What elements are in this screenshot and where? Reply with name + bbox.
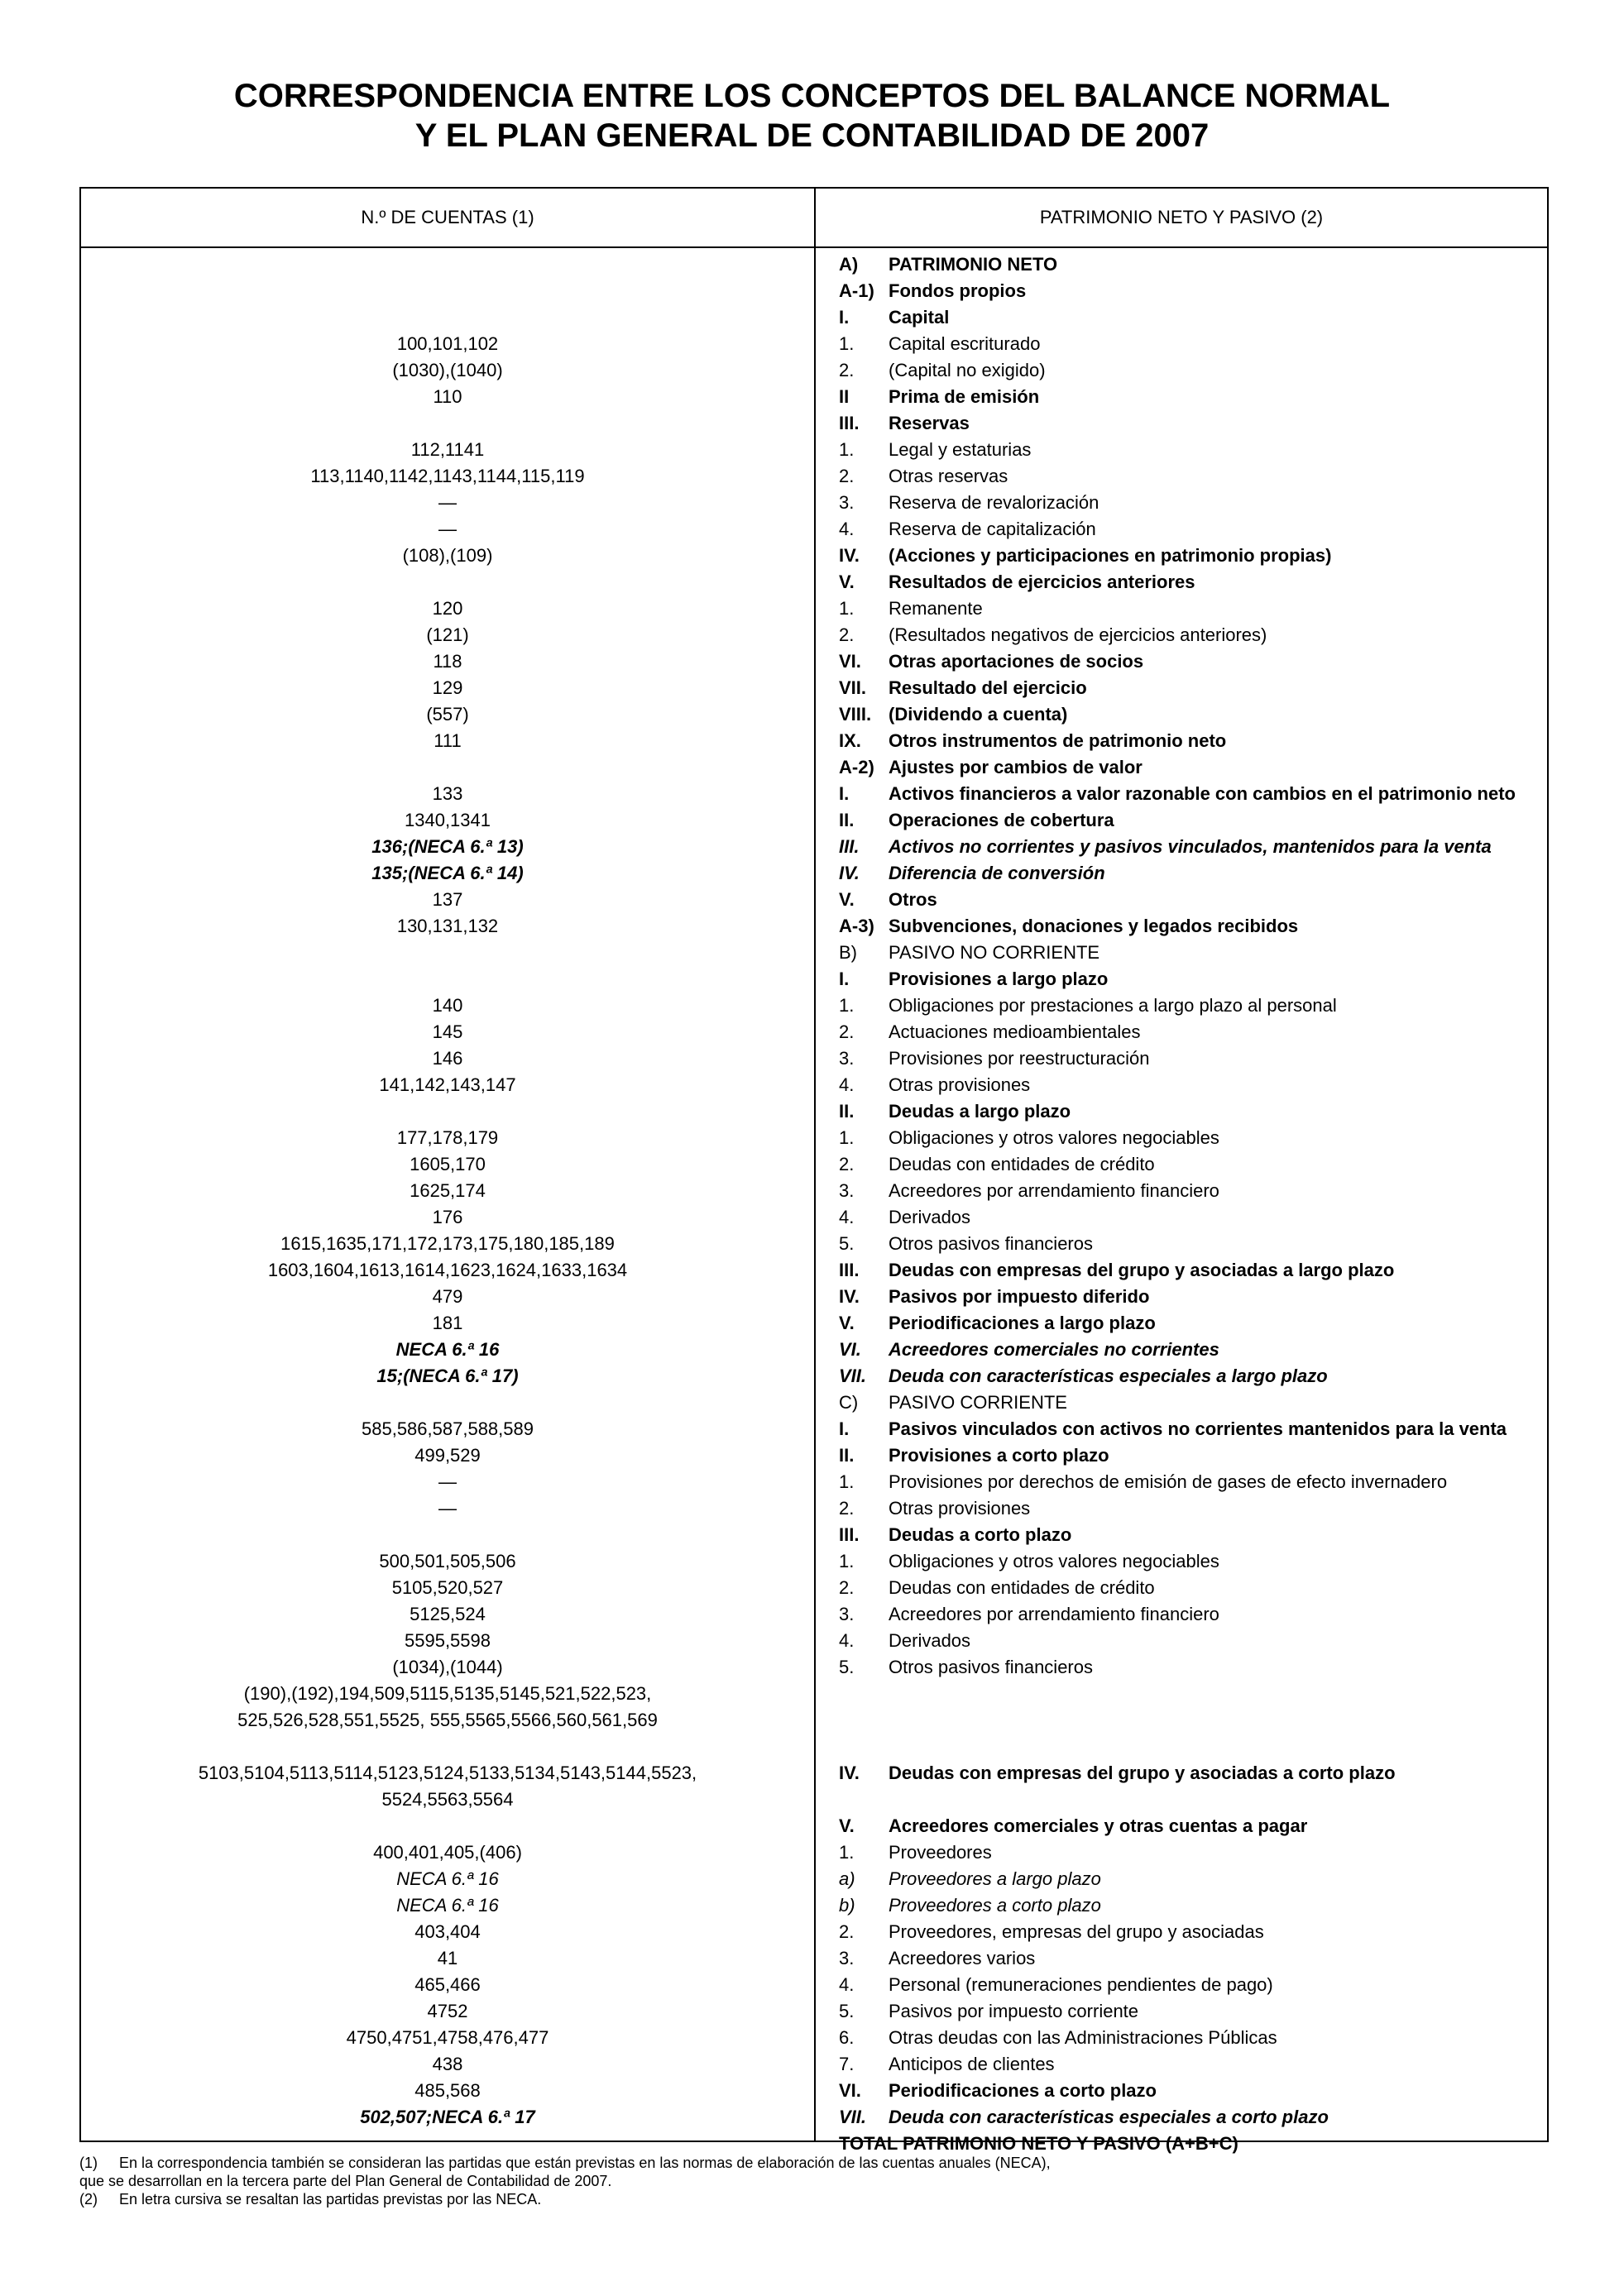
table-row — [81, 1125, 1547, 1151]
table-row — [81, 1151, 1547, 1178]
table-row — [81, 940, 1547, 966]
item-label: Reserva de revalorización — [889, 492, 1099, 513]
account-numbers: 500,501,505,506 — [379, 1551, 516, 1571]
item-label: Deudas con entidades de crédito — [889, 1577, 1155, 1598]
table-row — [81, 278, 1547, 304]
table-row — [81, 1416, 1547, 1442]
table-row — [81, 1363, 1547, 1390]
table-row — [81, 1998, 1547, 2025]
item-code: 4. — [839, 1074, 855, 1095]
table-row — [81, 1072, 1547, 1098]
account-numbers: — — [438, 492, 457, 513]
account-numbers: 120 — [432, 598, 463, 619]
account-numbers: — — [438, 1471, 457, 1492]
item-code: III. — [839, 1260, 860, 1280]
account-numbers: 145 — [432, 1021, 463, 1042]
table-row — [81, 1945, 1547, 1972]
account-numbers: 181 — [432, 1313, 463, 1333]
account-numbers: — — [438, 1498, 457, 1519]
item-code: I. — [839, 1418, 850, 1439]
account-numbers: (1030),(1040) — [392, 360, 503, 380]
item-code: VI. — [839, 651, 861, 672]
item-label: Capital escriturado — [889, 333, 1041, 354]
item-label: Prima de emisión — [889, 386, 1040, 407]
table-row — [81, 1204, 1547, 1231]
item-code: I. — [839, 969, 850, 989]
account-numbers: 502,507;NECA 6.ª 17 — [360, 2107, 535, 2127]
item-label: Otras reservas — [889, 466, 1008, 486]
item-label: Acreedores comerciales y otras cuentas a pagar — [889, 1815, 1308, 1836]
item-code: 7. — [839, 2054, 855, 2074]
table-row — [81, 1575, 1547, 1601]
item-label: Ajustes por cambios de valor — [889, 757, 1143, 777]
item-label: Capital — [889, 307, 950, 328]
table-row — [81, 1760, 1547, 1813]
footnote-line — [79, 2190, 1051, 2208]
account-numbers: (121) — [426, 624, 469, 645]
item-code: 1. — [839, 995, 855, 1016]
account-numbers: 135;(NECA 6.ª 14) — [371, 863, 524, 883]
item-label: Acreedores por arrendamiento financiero — [889, 1604, 1219, 1624]
item-label: Pasivos por impuesto diferido — [889, 1286, 1150, 1307]
footnote-line — [79, 2172, 1051, 2190]
table-row — [81, 1178, 1547, 1204]
account-numbers: 140 — [432, 995, 463, 1016]
account-numbers: 5105,520,527 — [391, 1577, 504, 1598]
table-row — [81, 1337, 1547, 1363]
item-code: II. — [839, 1445, 855, 1466]
table-row — [81, 384, 1547, 410]
table-row — [81, 1390, 1547, 1416]
item-label: Activos financieros a valor razonable con cambios en el patrimonio neto — [889, 783, 1516, 804]
account-numbers: 479 — [432, 1286, 463, 1307]
item-label: Deuda con características especiales a largo plazo — [889, 1366, 1328, 1386]
item-label: Otros pasivos financieros — [889, 1657, 1093, 1677]
item-label: Pasivos vinculados con activos no corrientes mantenidos para la venta — [889, 1418, 1507, 1439]
table-row — [81, 1098, 1547, 1125]
item-code: VI. — [839, 1339, 861, 1360]
table-row — [81, 1442, 1547, 1469]
table-row — [81, 251, 1547, 278]
account-numbers: 1605,170 — [410, 1154, 486, 1174]
account-numbers: 4752 — [427, 2001, 468, 2021]
item-code: 5. — [839, 2001, 855, 2021]
item-code: III. — [839, 413, 860, 433]
account-numbers: 499,529 — [414, 1445, 481, 1466]
footnote-text: que se desarrollan en la tercera parte del Plan General de Contabilidad de 2007. — [79, 2173, 612, 2189]
item-label: Proveedores — [889, 1842, 992, 1863]
item-label: Periodificaciones a largo plazo — [889, 1313, 1156, 1333]
account-numbers: 1615,1635,171,172,173,175,180,185,189 — [280, 1233, 615, 1254]
item-code: 4. — [839, 1974, 855, 1995]
account-numbers: 1625,174 — [410, 1180, 486, 1201]
item-label: Otras provisiones — [889, 1498, 1031, 1519]
item-label: Otras deudas con las Administraciones Públicas — [889, 2027, 1277, 2048]
header-patrimonio-pasivo: PATRIMONIO NETO Y PASIVO (2) — [1039, 207, 1324, 227]
table-row — [81, 543, 1547, 569]
table-row — [81, 675, 1547, 701]
item-label: PASIVO NO CORRIENTE — [889, 942, 1100, 963]
account-numbers: 4750,4751,4758,476,477 — [346, 2027, 549, 2048]
table-row — [81, 357, 1547, 384]
item-label: PASIVO CORRIENTE — [889, 1392, 1067, 1413]
account-numbers: 465,466 — [414, 1974, 481, 1995]
table-row — [81, 860, 1547, 887]
item-label: Provisiones por derechos de emisión de gases de efecto invernadero — [889, 1471, 1448, 1492]
table-row — [81, 1839, 1547, 1866]
table-row — [81, 1681, 1547, 1734]
item-label: Proveedores, empresas del grupo y asociadas — [889, 1921, 1264, 1942]
item-code: VII. — [839, 2107, 867, 2127]
item-code: 2. — [839, 1498, 855, 1519]
item-label: Derivados — [889, 1630, 971, 1651]
table-row — [81, 463, 1547, 490]
account-numbers: (557) — [426, 704, 469, 725]
item-code: V. — [839, 572, 855, 592]
table-row — [81, 1310, 1547, 1337]
item-code: 4. — [839, 1207, 855, 1227]
table-row — [81, 1654, 1547, 1681]
item-code: 2. — [839, 1154, 855, 1174]
footnote-text: En letra cursiva se resaltan las partidas previstas por las NECA. — [119, 2191, 542, 2208]
item-code: A-2) — [839, 757, 874, 777]
account-numbers: 438 — [432, 2054, 463, 2074]
item-code: 4. — [839, 519, 855, 539]
item-label: (Dividendo a cuenta) — [889, 704, 1068, 725]
table-row — [81, 1628, 1547, 1654]
account-numbers: (190),(192),194,509,5115,5135,5145,521,522,523, 525,526,528,551,5525, 555,5565,5566,560,561,569 — [237, 1683, 658, 1730]
item-code: 4. — [839, 1630, 855, 1651]
item-code: b) — [839, 1895, 855, 1916]
footnote-line — [79, 2154, 1051, 2172]
table-row — [81, 1284, 1547, 1310]
account-numbers: 15;(NECA 6.ª 17) — [376, 1366, 519, 1386]
item-label: Deuda con características especiales a corto plazo — [889, 2107, 1329, 2127]
item-code: 5. — [839, 1657, 855, 1677]
item-code: II. — [839, 810, 855, 830]
item-code: 3. — [839, 1048, 855, 1069]
table-row — [81, 331, 1547, 357]
item-code: 2. — [839, 1021, 855, 1042]
account-numbers: 177,178,179 — [396, 1127, 499, 1148]
item-code: A-1) — [839, 280, 874, 301]
item-code: IV. — [839, 863, 860, 883]
header-accounts: N.º DE CUENTAS (1) — [361, 207, 534, 227]
item-label: (Acciones y participaciones en patrimonio propias) — [889, 545, 1332, 566]
item-code: 2. — [839, 1577, 855, 1598]
table-row — [81, 1919, 1547, 1945]
table-row — [81, 1601, 1547, 1628]
item-label: Obligaciones por prestaciones a largo plazo al personal — [889, 995, 1337, 1016]
account-numbers: 111 — [434, 730, 462, 751]
account-numbers: 585,586,587,588,589 — [362, 1418, 534, 1439]
item-label: Deudas a largo plazo — [889, 1101, 1071, 1122]
item-code: 1. — [839, 1471, 855, 1492]
account-numbers: 5125,524 — [410, 1604, 486, 1624]
account-numbers: (1034),(1044) — [392, 1657, 503, 1677]
account-numbers: 136;(NECA 6.ª 13) — [371, 836, 524, 857]
table-row — [81, 1813, 1547, 1839]
item-label: Deudas con entidades de crédito — [889, 1154, 1155, 1174]
table-row — [81, 2104, 1547, 2131]
account-numbers: NECA 6.ª 16 — [396, 1895, 499, 1916]
item-label: Otras aportaciones de socios — [889, 651, 1144, 672]
page-title — [0, 76, 1624, 155]
table-row — [81, 807, 1547, 834]
item-code: A) — [839, 254, 859, 275]
account-numbers: NECA 6.ª 16 — [395, 1339, 500, 1360]
account-numbers: 146 — [432, 1048, 463, 1069]
table-row — [81, 1892, 1547, 1919]
account-numbers: 485,568 — [414, 2080, 481, 2101]
account-numbers: 400,401,405,(406) — [373, 1842, 522, 1863]
item-label: Reservas — [889, 413, 970, 433]
item-code: V. — [839, 1313, 855, 1333]
table-row — [81, 1257, 1547, 1284]
table-row — [81, 2078, 1547, 2104]
item-code: 2. — [839, 624, 855, 645]
table-row — [81, 1045, 1547, 1072]
account-numbers: NECA 6.ª 16 — [396, 1868, 499, 1889]
item-label: Proveedores a corto plazo — [889, 1895, 1101, 1916]
item-label: Deudas con empresas del grupo y asociadas a largo plazo — [889, 1260, 1395, 1280]
table-row — [81, 1972, 1547, 1998]
table-row — [81, 569, 1547, 596]
account-numbers: 100,101,102 — [396, 333, 499, 354]
item-code: IX. — [839, 730, 861, 751]
table-row — [81, 1522, 1547, 1548]
item-label: Derivados — [889, 1207, 971, 1227]
table-row — [81, 834, 1547, 860]
table-row — [81, 622, 1547, 648]
item-code: B) — [839, 942, 857, 963]
item-label: PATRIMONIO NETO — [889, 254, 1058, 275]
item-code: 3. — [839, 1180, 855, 1201]
account-numbers: 141,142,143,147 — [379, 1074, 516, 1095]
item-label: Reserva de capitalización — [889, 519, 1096, 539]
item-label: Acreedores varios — [889, 1948, 1036, 1968]
item-code: II — [839, 386, 850, 407]
table-row — [81, 1231, 1547, 1257]
item-label: Proveedores a largo plazo — [889, 1868, 1101, 1889]
item-code: IV. — [839, 545, 860, 566]
account-numbers: 137 — [432, 889, 463, 910]
title-line-1: CORRESPONDENCIA ENTRE LOS CONCEPTOS DEL BALANCE NORMAL — [233, 78, 1391, 114]
item-code: 2. — [839, 360, 855, 380]
table-row — [81, 701, 1547, 728]
table-row — [81, 648, 1547, 675]
item-label: Remanente — [889, 598, 983, 619]
table-row — [81, 410, 1547, 437]
table-body — [81, 251, 1547, 2157]
item-code: III. — [839, 1524, 860, 1545]
table-row — [81, 490, 1547, 516]
item-label: Provisiones a largo plazo — [889, 969, 1109, 989]
table-row — [81, 966, 1547, 993]
item-code: 2. — [839, 1921, 855, 1942]
item-label: (Resultados negativos de ejercicios anteriores) — [889, 624, 1267, 645]
table-row — [81, 887, 1547, 913]
total-label: TOTAL PATRIMONIO NETO Y PASIVO (A+B+C) — [839, 2133, 1238, 2154]
item-code: I. — [839, 783, 850, 804]
item-label: Otros — [889, 889, 937, 910]
account-numbers: — — [438, 519, 457, 539]
footnotes — [79, 2154, 1051, 2208]
item-code: 1. — [839, 1551, 855, 1571]
table-row — [81, 993, 1547, 1019]
account-numbers: 176 — [432, 1207, 463, 1227]
account-numbers: 110 — [433, 386, 462, 407]
item-label: Resultados de ejercicios anteriores — [889, 572, 1195, 592]
item-label: Periodificaciones a corto plazo — [889, 2080, 1157, 2101]
item-code: a) — [839, 1868, 855, 1889]
item-code: 3. — [839, 492, 855, 513]
item-label: Obligaciones y otros valores negociables — [889, 1127, 1219, 1148]
item-code: IV. — [839, 1286, 860, 1307]
item-code: 2. — [839, 466, 855, 486]
correspondence-table — [79, 187, 1549, 2154]
item-code: V. — [839, 889, 855, 910]
table-row — [81, 1866, 1547, 1892]
item-code: 1. — [839, 439, 855, 460]
item-code: III. — [839, 836, 860, 857]
footnote-number: (2) — [79, 2191, 98, 2208]
table-row — [81, 1495, 1547, 1522]
table-row — [81, 728, 1547, 754]
footnote-number: (1) — [79, 2155, 98, 2171]
account-numbers: 113,1140,1142,1143,1144,115,119 — [310, 466, 585, 486]
item-code: 1. — [839, 333, 855, 354]
title-line-2: Y EL PLAN GENERAL DE CONTABILIDAD DE 2007 — [414, 117, 1210, 154]
account-numbers: (108),(109) — [402, 545, 493, 566]
item-code: A-3) — [839, 916, 874, 936]
item-label: Actuaciones medioambientales — [889, 1021, 1141, 1042]
account-numbers: 118 — [433, 651, 462, 672]
account-numbers: 1340,1341 — [405, 810, 491, 830]
table-row — [81, 1548, 1547, 1575]
table-row — [81, 781, 1547, 807]
item-code: VII. — [839, 677, 867, 698]
item-code: 6. — [839, 2027, 855, 2048]
item-code: 5. — [839, 1233, 855, 1254]
table-row — [81, 1019, 1547, 1045]
footnote-text: En la correspondencia también se consideran las partidas que están previstas en las normas de elaboración de las cuentas anuales (NECA), — [119, 2155, 1051, 2171]
item-label: Pasivos por impuesto corriente — [889, 2001, 1139, 2021]
item-code: I. — [839, 307, 850, 328]
account-numbers: 5103,5104,5113,5114,5123,5124,5133,5134,5143,5144,5523, 5524,5563,5564 — [198, 1763, 697, 1810]
item-code: V. — [839, 1815, 855, 1836]
account-numbers: 133 — [432, 783, 463, 804]
item-code: 1. — [839, 598, 855, 619]
item-label: Obligaciones y otros valores negociables — [889, 1551, 1219, 1571]
account-numbers: 1603,1604,1613,1614,1623,1624,1633,1634 — [267, 1260, 628, 1280]
account-numbers: 403,404 — [414, 1921, 481, 1942]
item-label: Provisiones a corto plazo — [889, 1445, 1109, 1466]
table-row — [81, 596, 1547, 622]
item-label: Activos no corrientes y pasivos vinculados, mantenidos para la venta — [889, 836, 1492, 857]
table-row — [81, 754, 1547, 781]
item-code: VI. — [839, 2080, 861, 2101]
item-label: Otros pasivos financieros — [889, 1233, 1093, 1254]
item-label: Diferencia de conversión — [889, 863, 1105, 883]
item-label: Acreedores comerciales no corrientes — [889, 1339, 1219, 1360]
item-label: (Capital no exigido) — [889, 360, 1046, 380]
table-row — [81, 516, 1547, 543]
table-row — [81, 1734, 1547, 1760]
table-row — [81, 2051, 1547, 2078]
item-code: II. — [839, 1101, 855, 1122]
item-label: Anticipos de clientes — [889, 2054, 1055, 2074]
item-label: Otros instrumentos de patrimonio neto — [889, 730, 1227, 751]
account-numbers: 5595,5598 — [405, 1630, 491, 1651]
item-code: VIII. — [839, 704, 872, 725]
item-label: Provisiones por reestructuración — [889, 1048, 1150, 1069]
account-numbers: 129 — [432, 677, 463, 698]
item-label: Subvenciones, donaciones y legados recibidos — [889, 916, 1299, 936]
account-numbers: 41 — [437, 1948, 458, 1968]
table-row — [81, 1469, 1547, 1495]
item-label: Deudas con empresas del grupo y asociadas a corto plazo — [889, 1763, 1396, 1783]
item-code: IV. — [839, 1763, 860, 1783]
item-code: 3. — [839, 1604, 855, 1624]
account-numbers: 130,131,132 — [396, 916, 499, 936]
item-code: C) — [839, 1392, 859, 1413]
item-label: Deudas a corto plazo — [889, 1524, 1072, 1545]
item-label: Fondos propios — [889, 280, 1027, 301]
item-code: 1. — [839, 1127, 855, 1148]
table-row — [81, 913, 1547, 940]
table-row — [81, 2025, 1547, 2051]
item-label: Otras provisiones — [889, 1074, 1031, 1095]
item-label: Operaciones de cobertura — [889, 810, 1114, 830]
table-row — [81, 304, 1547, 331]
item-label: Legal y estaturias — [889, 439, 1032, 460]
table-row — [81, 437, 1547, 463]
item-label: Acreedores por arrendamiento financiero — [889, 1180, 1219, 1201]
item-label: Personal (remuneraciones pendientes de pago) — [889, 1974, 1273, 1995]
account-numbers: 112,1141 — [410, 439, 485, 460]
item-code: 1. — [839, 1842, 855, 1863]
item-code: VII. — [839, 1366, 867, 1386]
item-label: Resultado del ejercicio — [889, 677, 1087, 698]
item-code: 3. — [839, 1948, 855, 1968]
